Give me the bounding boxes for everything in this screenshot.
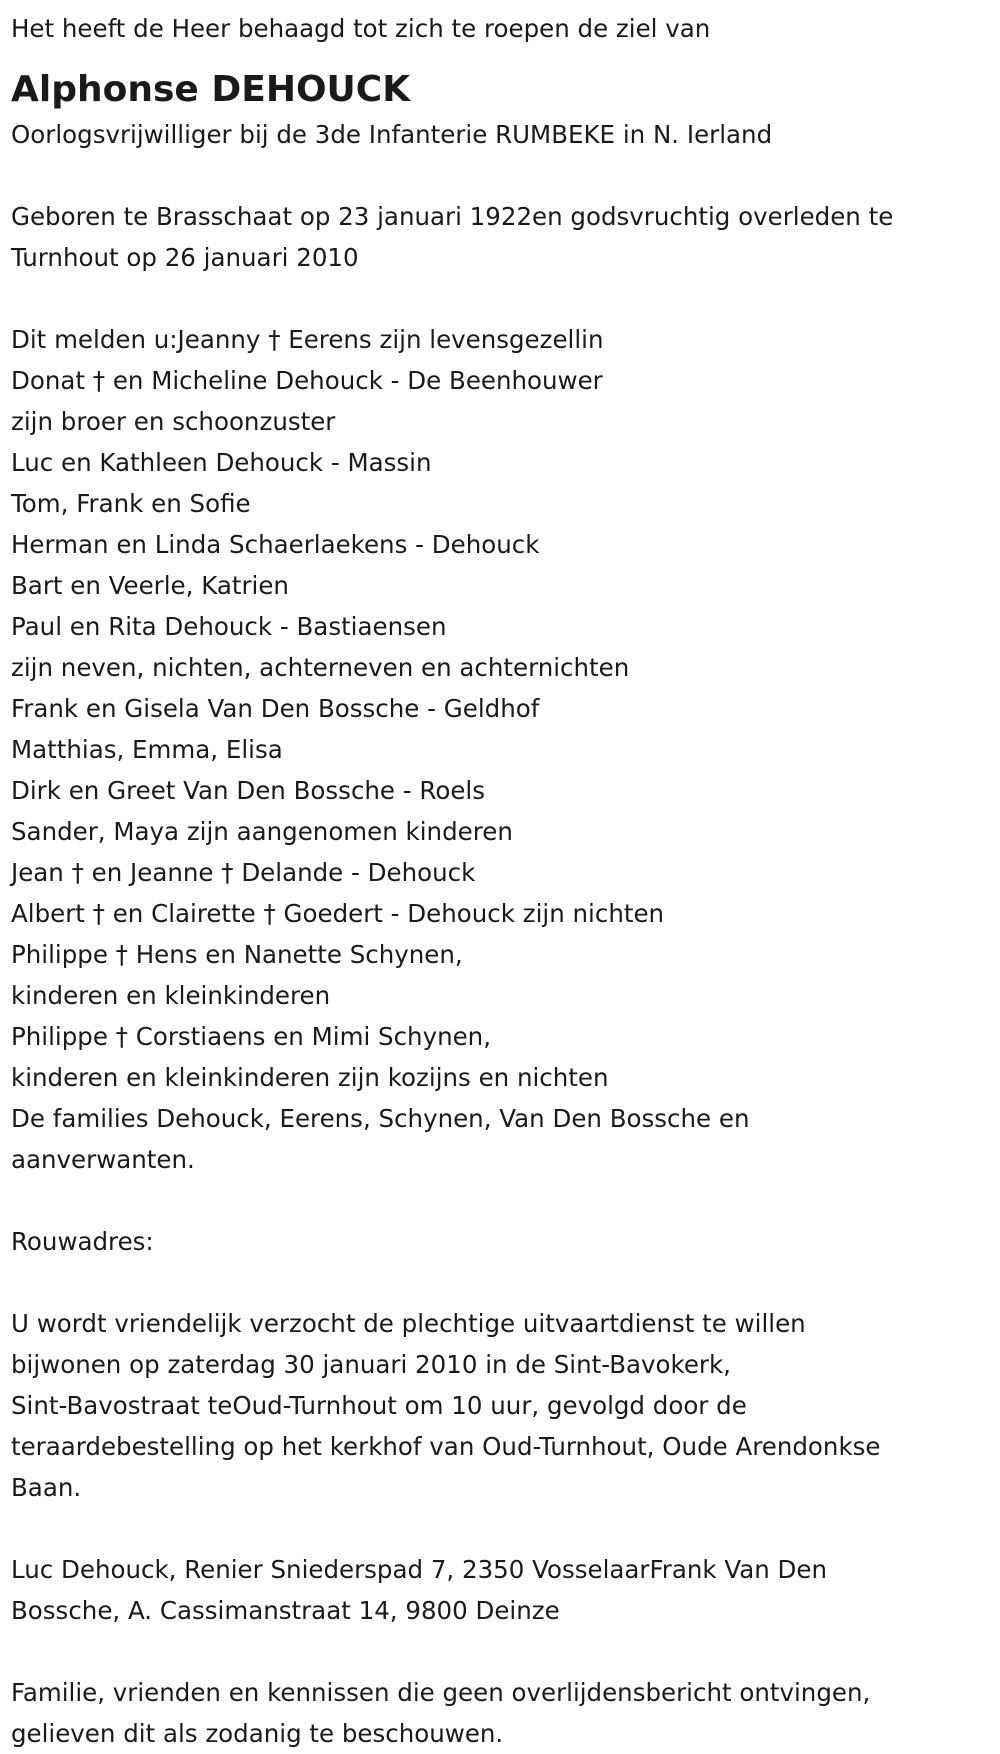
obituary-document [11, 8, 996, 1754]
announcer-line: Donat † en Micheline Dehouck - De Beenhouwer [11, 366, 603, 395]
spacer [11, 278, 996, 319]
announcer-line: zijn neven, nichten, achterneven en achternichten [11, 653, 630, 682]
announcer-line: Luc en Kathleen Dehouck - Massin [11, 448, 432, 477]
spacer [11, 1631, 996, 1672]
rouwadres-label: Rouwadres: [11, 1227, 154, 1256]
announcer-line: Dit melden u:Jeanny † Eerens zijn levensgezellin [11, 325, 604, 354]
announcer-line: Frank en Gisela Van Den Bossche - Geldhof [11, 694, 540, 723]
ceremony-line: Sint-Bavostraat teOud-Turnhout om 10 uur, gevolgd door de [11, 1391, 747, 1420]
ceremony-line: teraardebestelling op het kerkhof van Oud-Turnhout, Oude Arendonkse [11, 1432, 881, 1461]
announcer-line: kinderen en kleinkinderen zijn kozijns en nichten [11, 1063, 609, 1092]
ceremony-line: U wordt vriendelijk verzocht de plechtige uitvaartdienst te willen [11, 1309, 806, 1338]
announcers-block [11, 319, 996, 1180]
spacer [11, 1262, 996, 1303]
spacer [11, 155, 996, 196]
announcer-line: Herman en Linda Schaerlaekens - Dehouck [11, 530, 540, 559]
birth-line: Geboren te Brasschaat op 23 januari 1922en godsvruchtig overleden te [11, 202, 894, 231]
announcer-line: Dirk en Greet Van Den Bossche - Roels [11, 776, 485, 805]
announcer-line: De families Dehouck, Eerens, Schynen, Van Den Bossche en [11, 1104, 750, 1133]
announcer-line: Philippe † Hens en Nanette Schynen, [11, 940, 463, 969]
announcer-line: kinderen en kleinkinderen [11, 981, 331, 1010]
announcer-line: Albert † en Clairette † Goedert - Dehouck zijn nichten [11, 899, 665, 928]
announcer-line: Sander, Maya zijn aangenomen kinderen [11, 817, 513, 846]
deceased-name: Alphonse DEHOUCK [11, 69, 411, 110]
announcer-line: Tom, Frank en Sofie [11, 489, 251, 518]
address-line: Bossche, A. Cassimanstraat 14, 9800 Deinze [11, 1596, 560, 1625]
closing-line: Familie, vrienden en kennissen die geen overlijdensbericht ontvingen, [11, 1678, 871, 1707]
birth-death-block [11, 196, 996, 278]
closing-block [11, 1672, 996, 1754]
announcer-line: aanverwanten. [11, 1145, 195, 1174]
announcer-line: zijn broer en schoonzuster [11, 407, 336, 436]
closing-line: gelieven dit als zodanig te beschouwen. [11, 1719, 504, 1748]
announcer-line: Bart en Veerle, Katrien [11, 571, 289, 600]
ceremony-line: bijwonen op zaterdag 30 januari 2010 in de Sint-Bavokerk, [11, 1350, 731, 1379]
addresses-block [11, 1549, 996, 1631]
announcer-line: Jean † en Jeanne † Delande - Dehouck [11, 858, 476, 887]
intro-text: Het heeft de Heer behaagd tot zich te roepen de ziel van [11, 14, 711, 43]
birth-line: Turnhout op 26 januari 2010 [11, 243, 359, 272]
address-line: Luc Dehouck, Renier Sniederspad 7, 2350 VosselaarFrank Van Den [11, 1555, 828, 1584]
spacer [11, 1180, 996, 1221]
ceremony-line: Baan. [11, 1473, 82, 1502]
announcer-line: Paul en Rita Dehouck - Bastiaensen [11, 612, 447, 641]
deceased-subtitle: Oorlogsvrijwilliger bij de 3de Infanterie RUMBEKE in N. Ierland [11, 120, 773, 149]
ceremony-block [11, 1303, 996, 1508]
announcer-line: Matthias, Emma, Elisa [11, 735, 283, 764]
announcer-line: Philippe † Corstiaens en Mimi Schynen, [11, 1022, 491, 1051]
spacer [11, 1508, 996, 1549]
